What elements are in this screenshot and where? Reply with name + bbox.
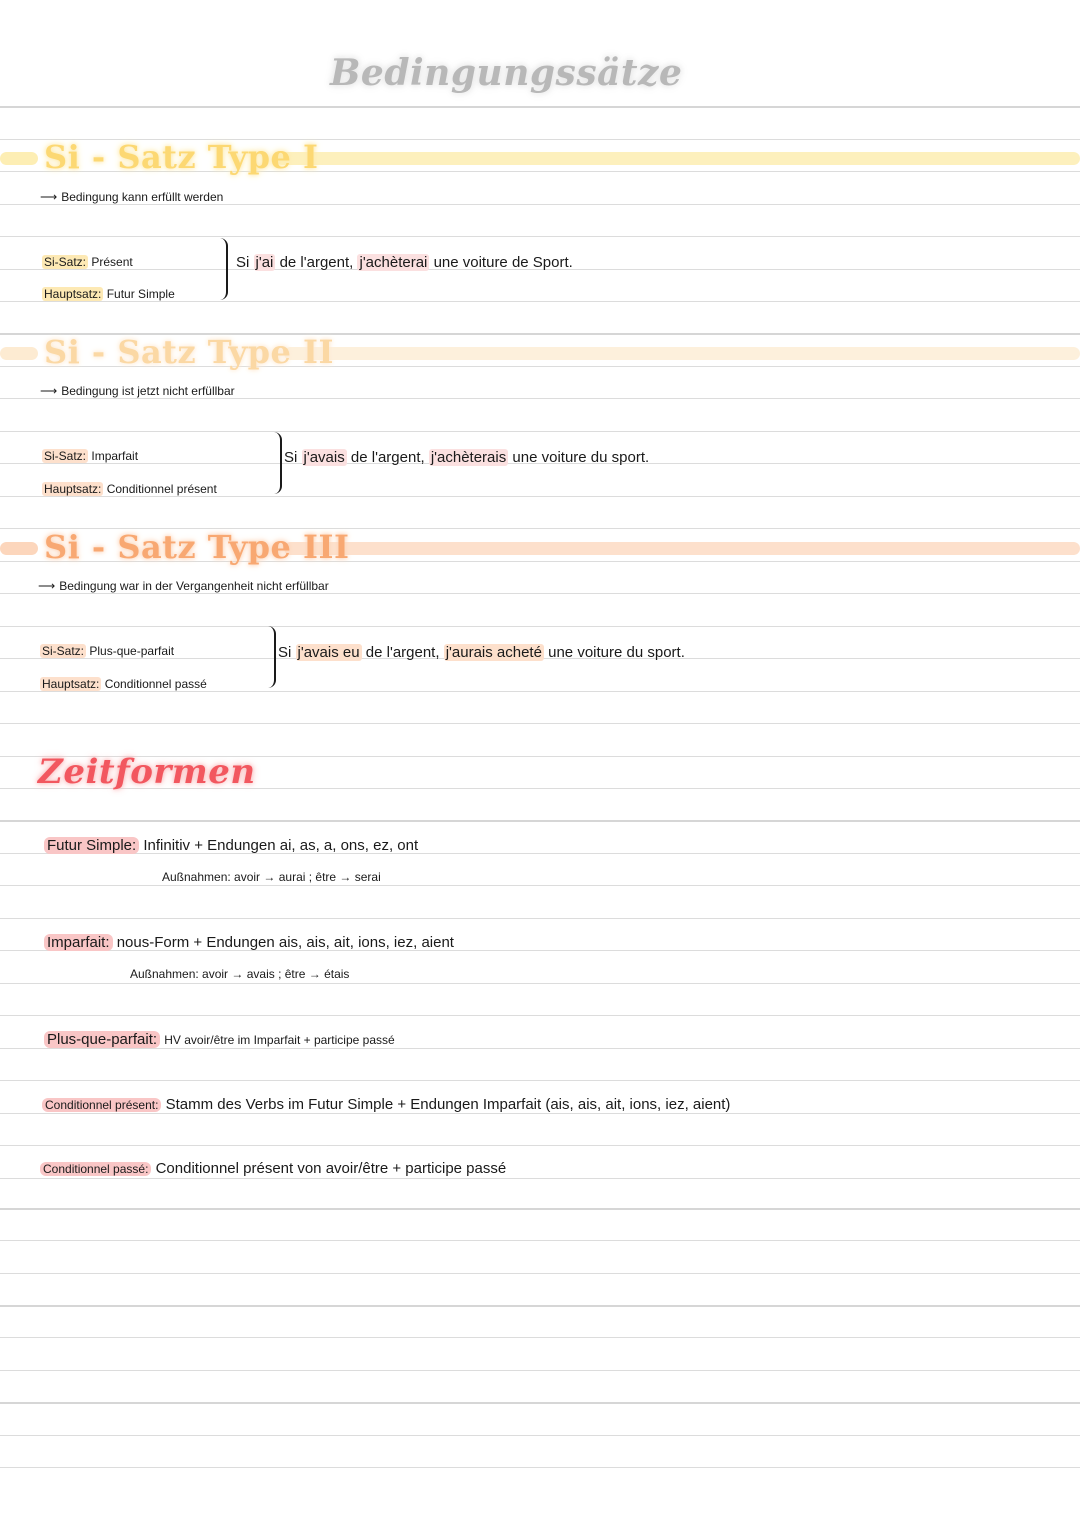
tense-label: Plus-que-parfait: [44, 1031, 160, 1048]
example-text: une voiture de Sport. [433, 254, 573, 271]
example-verb: j'aurais acheté [445, 644, 542, 661]
curly-brace-icon [266, 626, 276, 688]
example-text: Si [278, 644, 292, 661]
tense-conditionnel-passe [40, 1160, 506, 1177]
curly-brace-icon [272, 432, 282, 494]
page-title: Bedingungssätze [330, 52, 683, 94]
arrow-right-icon: ⟶ [40, 190, 58, 204]
example-text: de l'argent, [365, 644, 440, 661]
tense-exceptions: Außnahmen: avoir → aurai ; être → serai [162, 870, 381, 884]
heading-band-left [0, 347, 38, 360]
arrow-right-icon: ⟶ [38, 579, 56, 593]
arrow-note [40, 384, 235, 398]
rule-line [0, 1080, 1080, 1081]
example-verb: j'achèterai [359, 254, 428, 271]
tense-rule: nous-Form + Endungen ais, ais, ait, ions, iez, aient [116, 934, 454, 951]
example-verb: j'ai [255, 254, 274, 271]
arrow-right-icon: ⟶ [40, 384, 58, 398]
section-heading: Si - Satz Type I [44, 138, 319, 176]
heading-band-right [284, 347, 1080, 360]
tense-label: Futur Simple: [44, 837, 139, 854]
heading-band-right [284, 542, 1080, 555]
tense-rule: Infinitiv + Endungen ai, as, a, ons, ez, ont [143, 837, 419, 854]
si-satz-row [40, 644, 174, 658]
example-text: Si [284, 449, 298, 466]
hauptsatz-value: Conditionnel présent [106, 482, 217, 496]
example-text: de l'argent, [279, 254, 354, 271]
example-sentence [236, 254, 573, 271]
rule-line [0, 1048, 1080, 1049]
example-verb: j'avais eu [297, 644, 360, 661]
curly-brace-icon [218, 238, 228, 300]
rule-line [0, 593, 1080, 594]
hauptsatz-label: Hauptsatz: [44, 482, 102, 496]
rule-line [0, 918, 1080, 919]
arrow-note-text: Bedingung war in der Vergangenheit nicht erfüllbar [59, 579, 329, 593]
example-verb: j'achèterais [430, 449, 507, 466]
si-satz-label: Si-Satz: [44, 255, 87, 269]
rule-line [0, 1208, 1080, 1210]
hauptsatz-label: Hauptsatz: [42, 677, 100, 691]
heading-band-left [0, 542, 38, 555]
example-text: une voiture du sport. [512, 449, 650, 466]
rule-line [0, 1402, 1080, 1404]
example-verb: j'avais [303, 449, 345, 466]
rule-line [0, 1467, 1080, 1468]
arrow-note-text: Bedingung ist jetzt nicht erfüllbar [61, 384, 235, 398]
rule-line [0, 1240, 1080, 1241]
rule-line [0, 1145, 1080, 1146]
example-sentence [278, 644, 685, 661]
si-satz-label: Si-Satz: [42, 644, 85, 658]
hauptsatz-value: Conditionnel passé [104, 677, 207, 691]
rule-line [0, 1015, 1080, 1016]
heading-band-left [0, 152, 38, 165]
example-text: de l'argent, [350, 449, 425, 466]
rule-line [0, 723, 1080, 724]
example-text: une voiture du sport. [548, 644, 685, 661]
si-satz-row [42, 449, 138, 463]
tense-label: Conditionnel présent: [42, 1098, 161, 1112]
rule-line [0, 301, 1080, 302]
arrow-note [38, 579, 329, 593]
rule-line [0, 106, 1080, 108]
rule-line [0, 496, 1080, 497]
si-satz-label: Si-Satz: [44, 449, 87, 463]
tense-rule: Stamm des Verbs im Futur Simple + Endungen Imparfait (ais, ais, ait, ions, iez, aient) [165, 1096, 731, 1113]
rule-line [0, 885, 1080, 886]
rule-line [0, 626, 1080, 627]
hauptsatz-row [40, 677, 207, 691]
rule-line [0, 236, 1080, 237]
rule-line [0, 1305, 1080, 1307]
si-satz-value: Plus-que-parfait [89, 644, 175, 658]
si-satz-value: Présent [91, 255, 133, 269]
si-satz-row [42, 255, 133, 269]
tense-futur-simple [44, 837, 418, 854]
rule-line [0, 1113, 1080, 1114]
arrow-note [40, 190, 223, 204]
rule-line [0, 1337, 1080, 1338]
tense-label: Imparfait: [44, 934, 113, 951]
tense-plus-que-parfait [44, 1031, 395, 1048]
hauptsatz-row [42, 287, 175, 301]
tense-exceptions: Außnahmen: avoir → avais ; être → étais [130, 967, 350, 981]
tense-label: Conditionnel passé: [40, 1162, 151, 1176]
heading-band-right [276, 152, 1080, 165]
tense-conditionnel-present [42, 1096, 730, 1113]
hauptsatz-row [42, 482, 217, 496]
arrow-note-text: Bedingung kann erfüllt werden [61, 190, 224, 204]
section-heading: Si - Satz Type II [44, 333, 334, 371]
tense-imparfait [44, 934, 454, 951]
rule-line [0, 820, 1080, 822]
section-heading: Zeitformen [38, 752, 256, 792]
example-sentence [284, 449, 649, 466]
rule-line [0, 1435, 1080, 1436]
tense-rule: HV avoir/être im Imparfait + participe passé [164, 1033, 395, 1047]
si-satz-value: Imparfait [91, 449, 139, 463]
rule-line [0, 204, 1080, 205]
hauptsatz-label: Hauptsatz: [44, 287, 102, 301]
rule-line [0, 1370, 1080, 1371]
rule-line [0, 1273, 1080, 1274]
rule-line [0, 983, 1080, 984]
rule-line [0, 1178, 1080, 1179]
example-text: Si [236, 254, 250, 271]
section-heading: Si - Satz Type III [44, 528, 350, 566]
hauptsatz-value: Futur Simple [106, 287, 175, 301]
rule-line [0, 691, 1080, 692]
tense-rule: Conditionnel présent von avoir/être + participe passé [155, 1160, 507, 1177]
rule-line [0, 431, 1080, 432]
rule-line [0, 398, 1080, 399]
